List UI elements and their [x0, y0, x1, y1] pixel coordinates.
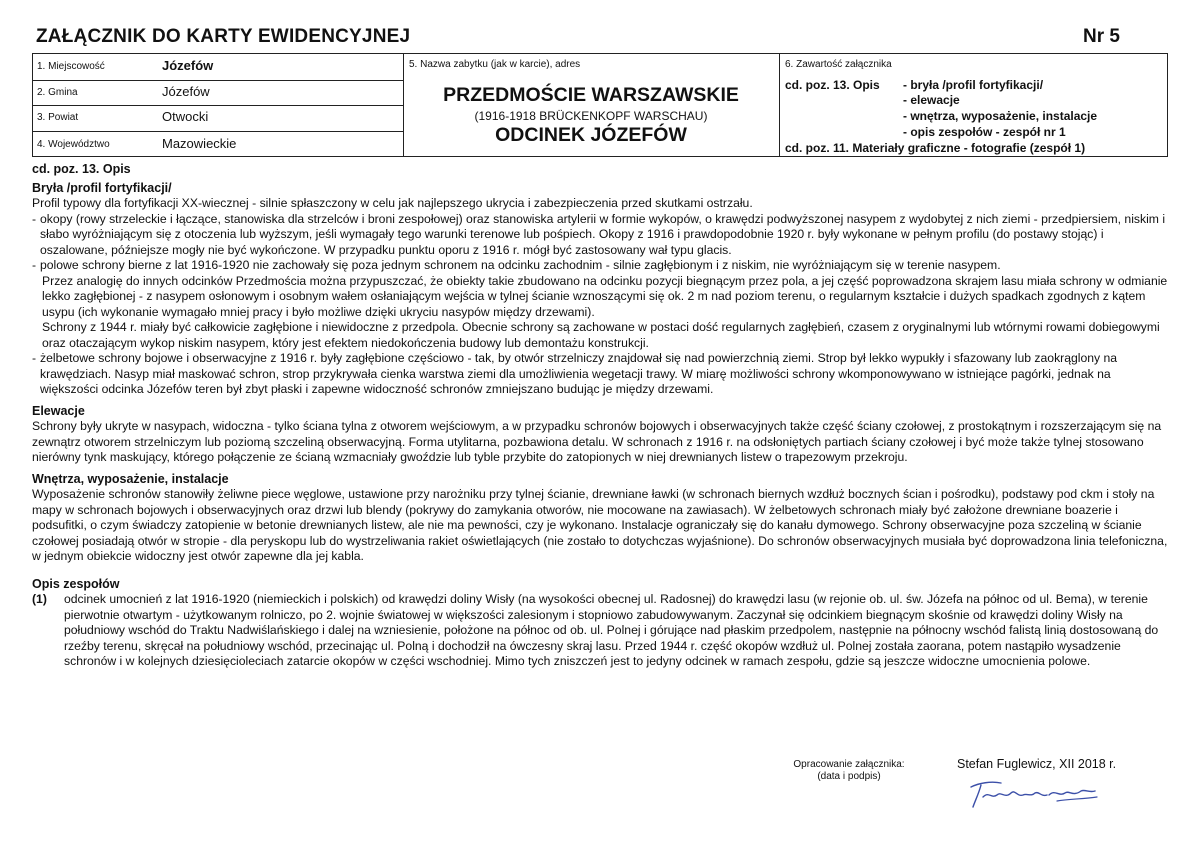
field-value-wojewodztwo: Mazowieckie — [162, 136, 237, 151]
list-item-text: polowe schrony bierne z lat 1916-1920 nie zachowały się poza jednym schronem na odcinku zachodnim - silnie zagłębionym i z niskim, nie wyróżniającym się w terenie nasypem. — [40, 258, 1001, 272]
paragraph: Schrony były ukryte w nasypach, widoczna - tylko ściana tylna z otworem wejściowym, a w przypadku schronów bojowych i obserwacyjnych także część ściany czołowej, z prostokątnym i rozszerzającym się na zewnątrz otworem strzelniczym lub poziomą szczeliną obserwacyjną. Forma utylitarna, pozbawiona detalu. W schronach z 1916 r. na odsłoniętych partiach ściany czołowej i być może także tylnej stosowano nierówny tynk maskujący, którego połączenie ze ścianą wzmacniały gwoździe lub tyble przybite do zatopionych w niej drewnianych listew o trapezowym przekroju. — [32, 419, 1162, 464]
contents-ref: cd. poz. 13. Opis — [785, 78, 880, 92]
contents-item: - bryła /profil fortyfikacji/ — [903, 78, 1044, 92]
field-label-wojewodztwo: 4. Województwo — [37, 139, 110, 150]
section-title-bryla: Bryła /profil fortyfikacji/ — [32, 180, 172, 195]
list-item: - polowe schrony bierne z lat 1916-1920 nie zachowały się poza jednym schronem na odcinku zachodnim - silnie zagłębionym i z niskim, nie wyróżniającym się w terenie nasypem. — [32, 258, 1172, 274]
list-item: - okopy (rowy strzeleckie i łączące, stanowiska dla strzelców i broni zespołowej) oraz stanowiska artylerii w formie wykopów, o krawędzi podwyższonej nasypem z wydobytej z nich ziemi - przedpiersiem, niskim i słabo wyróżniającym się z otoczenia lub wyższym, jeśli wymagały tego warunki terenowe lub pośpiech. Okopy z 1916 i prawdopodobnie 1920 r. były wykonane w pełnym profilu (do postawy stojąc) i oszalowane, późniejsze mogły nie być wykończone. W przypadku punktu oporu z 1916 r. mógł być zastosowany wał typu glacis. — [32, 212, 1172, 259]
description-body — [32, 162, 1172, 670]
paragraph: Profil typowy dla fortyfikacji XX-wiecznej - silnie spłaszczony w celu jak najlepszego ukrycia i zabezpieczenia przed skutkami ostrzału. — [32, 196, 753, 210]
divider — [33, 80, 403, 81]
header-number: Nr 5 — [1083, 26, 1120, 47]
monument-subtitle: (1916-1918 BRÜCKENKOPF WARSCHAU) — [474, 109, 708, 123]
field-value-powiat: Otwocki — [162, 109, 209, 124]
attachment-contents-cell — [779, 54, 1167, 156]
section-intro: cd. poz. 13. Opis — [32, 162, 131, 176]
field-value-gmina: Józefów — [162, 84, 210, 99]
list-number: (1) — [32, 592, 47, 606]
field-label-nazwa: 5. Nazwa zabytku (jak w karcie), adres — [409, 59, 581, 70]
paragraph: Wyposażenie schronów stanowiły żeliwne piece węglowe, ustawione przy narożniku przy tylnej ścianie, drewniane ławki (w schronach biernych wzdłuż bocznych ścian i pośrodku), podstawy pod ckm i stoły na mapy w schronach bojowych i obserwacyjnych oraz drzwi lub blendy (pokrywy do zamykania otworów, nie mocowane na zawiasach). W żelbetowych schronach miały być założone drewniane boazerie i podsufitki, o czym świadczy zatopienie w betonie drewnianych listew, ale nie ma pewności, czy je wykonano. Instalacje ograniczały się do kanału dymowego. Schrony obserwacyjne poza szczeliną w ścianie czołowej posiadają otwór w stropie - dla peryskopu lub do wystrzeliwania rakiet oświetlających (nie zostało to dotychczas wyjaśnione). Do schronów obserwacyjnych musiała być doprowadzona linia telefoniczna, w jednym obiekcie widoczny jest otwór zapewne dla jej kabla. — [32, 487, 1168, 563]
paragraph: Przez analogię do innych odcinków Przedmościa można przypuszczać, że obiekty takie zbudowano na odcinku pozycji biegnącym przez pola, a jej część poprowadzona skrajem lasu miała schrony w odmianie lekko zagłębionej - z nasypem osłonowym i osobnym wałem osłaniającym wejścia w tylnej ścianie wznoszącymi się ok. 2 m nad poziom terenu, o regularnym kształcie i dużych spadkach zgodnych z kątem usypu (ich wykonanie wymagało mniej pracy i było możliwe dzięki ukryciu nasypów między drzewami). — [42, 273, 1168, 319]
section-title-wnetrza: Wnętrza, wyposażenie, instalacje — [32, 471, 229, 486]
list-item — [32, 592, 1172, 670]
section-title-elewacje: Elewacje — [32, 403, 85, 418]
signature — [965, 777, 1105, 811]
list-item-text: żelbetowe schrony bojowe i obserwacyjne z 1916 r. były zagłębione częściowo - tak, by otwór strzelniczy znajdował się nad powierzchnią ziemi. Strop był lekko wypukły i sfazowany lub zaokrąglony na krawędziach. Nasyp miał maskować schron, strop przykrywała cienka warstwa ziemi dla umożliwienia wegetacji trawy. W miarę możliwości schrony wkomponowywano w istniejące pagórki, jednak na większości odcinka Józefów teren był zbyt płaski i zapewne widoczność schronów zmniejszano budując je między drzewami. — [40, 351, 1118, 396]
contents-item: - elewacje — [903, 93, 960, 107]
header-title: ZAŁĄCZNIK DO KARTY EWIDENCYJNEJ — [36, 26, 411, 47]
author-line: Stefan Fuglewicz, XII 2018 r. — [957, 757, 1117, 771]
contents-graphics: cd. poz. 11. Materiały graficzne - fotografie (zespół 1) — [785, 141, 1086, 155]
divider — [33, 131, 403, 132]
divider — [33, 105, 403, 106]
contents-item: - opis zespołów - zespół nr 1 — [903, 125, 1066, 139]
list-item: - żelbetowe schrony bojowe i obserwacyjne z 1916 r. były zagłębione częściowo - tak, by otwór strzelniczy znajdował się nad powierzchnią ziemi. Strop był lekko wypukły i sfazowany lub zaokrąglony na krawędziach. Nasyp miał maskować schron, strop przykrywała cienka warstwa ziemi dla umożliwienia wegetacji trawy. W miarę możliwości schrony wkomponowywano w istniejące pagórki, jednak na większości odcinka Józefów teren był zbyt płaski i zapewne widoczność schronów zmniejszano budując je między drzewami. — [32, 351, 1172, 398]
list-item-text: okopy (rowy strzeleckie i łączące, stanowiska dla strzelców i broni zespołowej) oraz stanowiska artylerii w formie wykopów, o krawędzi podwyższonej nasypem z wydobytej z nich ziemi - przedpiersiem, niskim i słabo wyróżniającym się z otoczenia lub wyższym, jeśli wymagały tego warunki terenowe lub pośpiech. Okopy z 1916 i prawdopodobnie 1920 r. były wykonane w pełnym profilu (do postawy stojąc) i oszalowane, późniejsze mogły nie być wykończone. W przypadku punktu oporu z 1916 r. mógł być zastosowany wał typu glacis. — [40, 211, 1166, 257]
section-title-zespoly: Opis zespołów — [32, 576, 120, 591]
field-label-miejscowosc: 1. Miejscowość — [37, 61, 105, 72]
contents-item: - wnętrza, wyposażenie, instalacje — [903, 109, 1098, 123]
field-value-miejscowosc: Józefów — [162, 58, 214, 73]
monument-name-cell — [403, 54, 779, 156]
monument-section: ODCINEK JÓZEFÓW — [495, 124, 687, 146]
date-signature-caption: (data i podpis) — [817, 771, 881, 782]
prepared-by-caption: Opracowanie załącznika: — [793, 759, 905, 770]
list-item-text: odcinek umocnień z lat 1916-1920 (niemieckich i polskich) od krawędzi doliny Wisły (na wysokości obecnej ul. Radosnej) do krawędzi lasu (w rejonie ob. ul. św. Józefa na północ od ul. Bema), w terenie pierwotnie otwartym - użytkowanym rolniczo, po 2. wojnie światowej w większości zalesionym i stopniowo zabudowywanym. Zaczynał się odcinkiem biegnącym skośnie od krawędzi doliny Wisły na południowy wschód do Traktu Nadwiślańskiego i dalej na wzniesienie, położone na północ od ob. ul. Polnej i górujące nad płaskim przedpolem, następnie na północny wschód falistą linią dostosowaną do rzeźby terenu, skręcał na południowy wschód, przecinając ul. Polną i dochodził na ówczesny skraj lasu. Przed 1944 r. część okopów wzdłuż ul. Polnej została zaorana, potem nastąpiło wysadzenie schronów i w kolejnych dziesięcioleciach zatarcie okopów w części wschodniej. Mimo tych zniszczeń jest to jedyny odcinek w ramach zespołu, gdzie są jeszcze widoczne umocnienia polowe. — [64, 592, 1159, 668]
field-label-zawartosc: 6. Zawartość załącznika — [785, 59, 892, 70]
prepared-by-label — [779, 759, 919, 783]
paragraph: Schrony z 1944 r. miały być całkowicie zagłębione i niewidoczne z przedpola. Obecnie schrony są zachowane w postaci dość regularnych zagłębień, czasem z oryginalnymi lub wtórnymi rowami dobiegowymi oraz otaczającym wykop niskim nasypem, który jest efektem niedokończenia budowy lub demontażu konstrukcji. — [42, 320, 1160, 350]
monument-name: PRZEDMOŚCIE WARSZAWSKIE — [443, 84, 739, 106]
field-label-gmina: 2. Gmina — [37, 87, 78, 98]
field-label-powiat: 3. Powiat — [37, 112, 79, 123]
metadata-table — [32, 53, 1168, 157]
